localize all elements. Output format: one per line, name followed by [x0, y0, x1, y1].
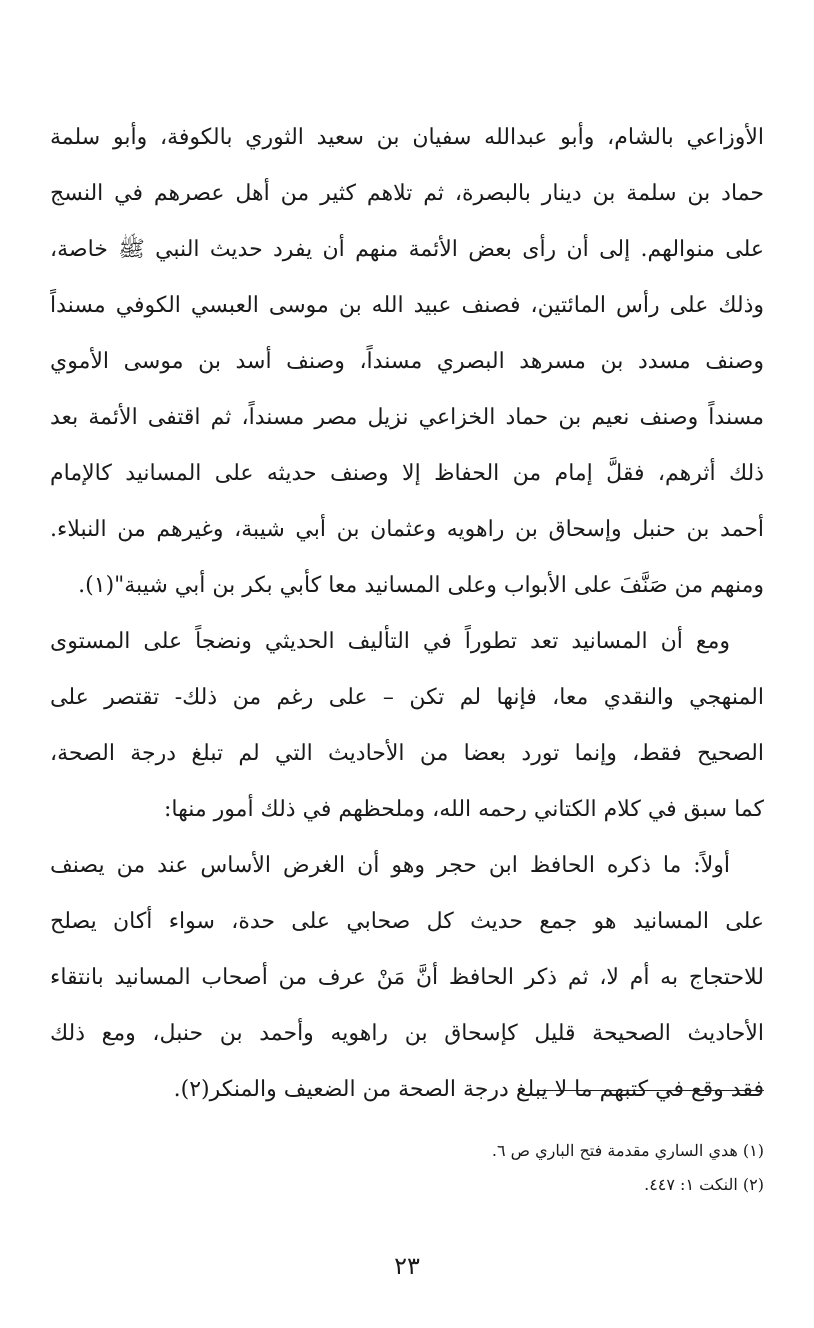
text-line: الأحاديث الصحيحة قليل كإسحاق بن راهويه وأحمد بن حنبل، ومع ذلك — [50, 1021, 764, 1046]
page-number: ٢٣ — [394, 1252, 420, 1280]
text-line: ذلك أثرهم، فقلَّ إمام من الحفاظ إلا وصنف حديثه على المسانيد كالإمام — [50, 461, 764, 486]
footnote: (١) هدي الساري مقدمة فتح الباري ص ٦. — [491, 1141, 764, 1160]
text-line: حماد بن سلمة بن دينار بالبصرة، ثم تلاهم كثير من أهل عصرهم في النسج — [50, 181, 764, 206]
text-line: ومنهم من صَنَّفَ على الأبواب وعلى المسانيد معا كأبي بكر بن أبي شيبة"(١). — [78, 573, 764, 598]
text-line: مسنداً وصنف نعيم بن حماد الخزاعي نزيل مصر مسنداً، ثم اقتفى الأئمة بعد — [50, 405, 764, 430]
text-line: للاحتجاج به أم لا، ثم ذكر الحافظ أنَّ مَنْ عرف من أصحاب المسانيد بانتقاء — [50, 965, 764, 990]
text-line: الصحيح فقط، وإنما تورد بعضا من الأحاديث التي لم تبلغ درجة الصحة، — [50, 741, 764, 766]
text-line: وذلك على رأس المائتين، فصنف عبيد الله بن موسى العبسي الكوفي مسنداً — [50, 293, 764, 318]
text-line: كما سبق في كلام الكتاني رحمه الله، وملحظهم في ذلك أمور منها: — [164, 797, 764, 822]
main-text — [50, 110, 764, 1118]
footnote: (٢) النكت ١: ٤٤٧. — [644, 1175, 764, 1194]
text-line: فقد وقع في كتبهم ما لا يبلغ درجة الصحة من الضعيف والمنكر(٢). — [173, 1077, 764, 1102]
footnotes — [50, 1134, 764, 1202]
text-line: ومع أن المسانيد تعد تطوراً في التأليف الحديثي ونضجاً على المستوى — [50, 629, 730, 654]
text-line: أولاً: ما ذكره الحافظ ابن حجر وهو أن الغرض الأساس عند من يصنف — [50, 853, 730, 878]
text-line: المنهجي والنقدي معا، فإنها لم تكن – على رغم من ذلك- تقتصر على — [50, 685, 764, 710]
footnote-separator — [539, 1090, 764, 1091]
text-line: وصنف مسدد بن مسرهد البصري مسنداً، وصنف أسد بن موسى الأموي — [50, 349, 764, 374]
text-line: على منوالهم. إلى أن رأى بعض الأئمة منهم أن يفرد حديث النبي ﷺ خاصة، — [50, 237, 764, 262]
text-line: الأوزاعي بالشام، وأبو عبدالله سفيان بن سعيد الثوري بالكوفة، وأبو سلمة — [50, 125, 764, 150]
text-line: على المسانيد هو جمع حديث كل صحابي على حدة، سواء أكان يصلح — [50, 909, 764, 934]
text-line: أحمد بن حنبل وإسحاق بن راهويه وعثمان بن أبي شيبة، وغيرهم من النبلاء. — [50, 517, 764, 542]
